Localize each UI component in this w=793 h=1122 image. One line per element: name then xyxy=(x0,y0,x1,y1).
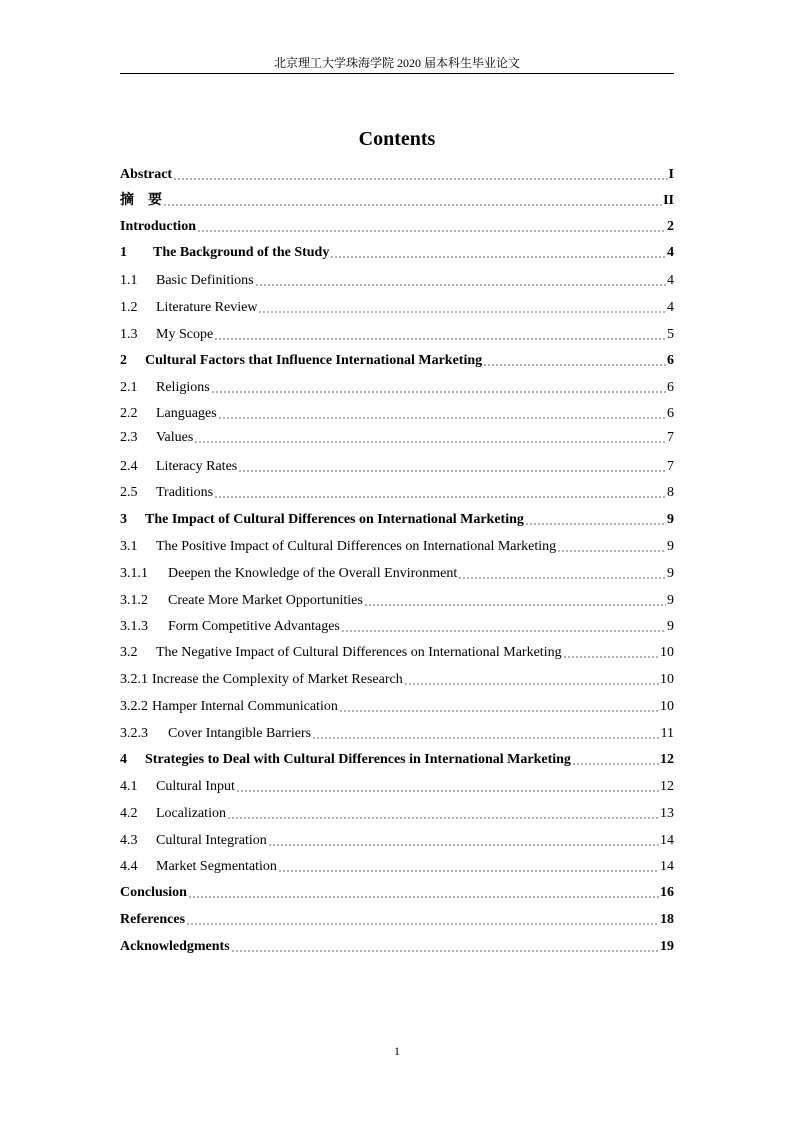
toc-entry-title xyxy=(120,911,185,928)
toc-entry-title xyxy=(120,884,187,901)
toc-entry-number: 2 xyxy=(120,353,127,368)
toc-entry-title xyxy=(120,299,257,316)
toc-entry-number: 4.3 xyxy=(120,833,138,848)
toc-entry-page: 18 xyxy=(660,912,674,927)
toc-entry-title xyxy=(120,778,235,795)
toc-entry[interactable] xyxy=(120,215,674,235)
toc-entry-text: Literacy Rates xyxy=(156,459,238,474)
toc-entry-page: II xyxy=(663,193,674,208)
toc-entry[interactable] xyxy=(120,376,674,396)
toc-entry-text: Increase the Complexity of Market Research xyxy=(152,672,403,687)
toc-entry-page: 16 xyxy=(660,885,674,900)
toc-entry-title xyxy=(120,272,254,289)
toc-entry-title xyxy=(120,751,571,768)
page-number: 1 xyxy=(394,1044,400,1058)
toc-entry-text: The Negative Impact of Cultural Differences on International Marketing xyxy=(156,645,562,660)
toc-entry[interactable] xyxy=(120,935,674,955)
toc-entry[interactable] xyxy=(120,775,674,795)
toc-entry-title xyxy=(120,565,457,582)
toc-entry-page: 13 xyxy=(660,806,674,821)
toc-entry-page: 14 xyxy=(660,833,674,848)
toc-entry-text: Localization xyxy=(156,806,226,821)
toc-entry-title xyxy=(120,644,562,661)
toc-entry-title xyxy=(120,592,363,609)
toc-entry-title xyxy=(120,244,329,261)
toc-leader-dots xyxy=(194,441,666,443)
toc-leader-dots xyxy=(231,950,659,952)
toc-entry-title xyxy=(120,938,230,955)
toc-entry[interactable] xyxy=(120,481,674,501)
toc-entry-text: Market Segmentation xyxy=(156,859,277,874)
toc-entry[interactable] xyxy=(120,535,674,555)
toc-leader-dots xyxy=(218,417,666,419)
toc-entry-page: 6 xyxy=(667,353,674,368)
toc-entry-text: 摘 要 xyxy=(120,193,162,208)
toc-entry-text: Cultural Factors that Influence International Marketing xyxy=(145,353,483,368)
toc-leader-dots xyxy=(236,790,659,792)
toc-leader-dots xyxy=(268,844,659,846)
running-header: 北京理工大学珠海学院 2020 届本科生毕业论文 xyxy=(273,56,520,70)
toc-entry-text: References xyxy=(120,912,186,927)
toc-leader-dots xyxy=(312,737,659,739)
toc-entry[interactable] xyxy=(120,189,674,209)
toc-leader-dots xyxy=(238,470,666,472)
toc-entry-title xyxy=(120,671,403,688)
toc-entry-page: 4 xyxy=(667,300,674,315)
toc-leader-dots xyxy=(525,523,666,525)
toc-leader-dots xyxy=(188,896,659,898)
toc-entry-number: 1.1 xyxy=(120,273,138,288)
toc-leader-dots xyxy=(227,817,659,819)
toc-entry-page: 11 xyxy=(660,726,674,741)
toc-entry-text: Create More Market Opportunities xyxy=(168,593,363,608)
toc-entry[interactable] xyxy=(120,615,674,635)
toc-entry-title xyxy=(120,538,556,555)
toc-leader-dots xyxy=(341,630,666,632)
toc-leader-dots xyxy=(211,391,666,393)
toc-entry[interactable] xyxy=(120,508,674,528)
toc-entry-page: 12 xyxy=(660,779,674,794)
toc-entry-page: I xyxy=(668,167,674,182)
toc-entry-number: 3.1.1 xyxy=(120,566,148,581)
toc-entry-page: 10 xyxy=(660,645,674,660)
toc-entry-page: 2 xyxy=(667,219,674,234)
toc-leader-dots xyxy=(214,338,666,340)
toc-entry-title xyxy=(120,405,217,422)
toc-entry-title xyxy=(120,858,277,875)
toc-entry[interactable] xyxy=(120,349,674,369)
toc-entry-text: Languages xyxy=(156,406,217,421)
toc-entry-number: 2.5 xyxy=(120,485,138,500)
toc-leader-dots xyxy=(458,577,666,579)
toc-entry-text: Cultural Input xyxy=(156,779,235,794)
toc-entry-page: 14 xyxy=(660,859,674,874)
toc-entry-page: 4 xyxy=(667,245,674,260)
toc-leader-dots xyxy=(572,763,659,765)
toc-entry-number: 3.2.1 xyxy=(120,672,148,687)
toc-entry-title xyxy=(120,192,162,209)
toc-leader-dots xyxy=(197,230,666,232)
toc-entry[interactable] xyxy=(120,323,674,343)
toc-leader-dots xyxy=(186,923,659,925)
toc-entry[interactable] xyxy=(120,668,674,688)
toc-entry-title xyxy=(120,218,196,235)
toc-entry-number: 3.1.3 xyxy=(120,619,148,634)
toc-leader-dots xyxy=(330,256,666,258)
toc-entry-number: 4 xyxy=(120,752,127,767)
toc-entry-number: 1 xyxy=(120,245,127,260)
toc-entry[interactable] xyxy=(120,908,674,928)
toc-entry-text: Values xyxy=(156,430,194,445)
toc-entry-number: 1.2 xyxy=(120,300,138,315)
toc-entry-number: 1.3 xyxy=(120,327,138,342)
toc-entry-page: 10 xyxy=(660,699,674,714)
toc-entry[interactable] xyxy=(120,855,674,875)
toc-entry-page: 6 xyxy=(667,406,674,421)
toc-leader-dots xyxy=(404,683,659,685)
toc-entry-number: 3.2 xyxy=(120,645,138,660)
toc-leader-dots xyxy=(339,710,659,712)
toc-entry-number: 3.2.2 xyxy=(120,699,148,714)
toc-entry-title xyxy=(120,725,311,742)
toc-entry-text: Cultural Integration xyxy=(156,833,267,848)
toc-entry-text: Introduction xyxy=(120,219,196,234)
toc-entry-page: 6 xyxy=(667,380,674,395)
toc-entry-number: 4.4 xyxy=(120,859,138,874)
table-of-contents xyxy=(120,0,674,1122)
toc-entry-page: 7 xyxy=(667,459,674,474)
toc-entry-title xyxy=(120,352,482,369)
toc-entry-page: 9 xyxy=(667,512,674,527)
toc-entry[interactable] xyxy=(120,722,674,742)
toc-leader-dots xyxy=(278,870,659,872)
toc-leader-dots xyxy=(483,364,666,366)
toc-entry-text: Conclusion xyxy=(120,885,187,900)
toc-entry[interactable] xyxy=(120,296,674,316)
toc-entry[interactable] xyxy=(120,589,674,609)
toc-entry-page: 9 xyxy=(667,566,674,581)
toc-entry-page: 10 xyxy=(660,672,674,687)
toc-entry[interactable] xyxy=(120,881,674,901)
toc-entry-text: The Background of the Study xyxy=(153,245,330,260)
toc-entry[interactable] xyxy=(120,562,674,582)
toc-entry-text: Strategies to Deal with Cultural Differences in International Marketing xyxy=(145,752,571,767)
toc-entry-number: 4.1 xyxy=(120,779,138,794)
toc-entry-page: 9 xyxy=(667,539,674,554)
toc-entry[interactable] xyxy=(120,829,674,849)
toc-entry-title xyxy=(120,166,172,183)
toc-leader-dots xyxy=(163,204,662,206)
toc-entry-page: 12 xyxy=(660,752,674,767)
toc-entry-page: 7 xyxy=(667,430,674,445)
toc-leader-dots xyxy=(563,656,659,658)
toc-entry-number: 3.2.3 xyxy=(120,726,148,741)
toc-entry-number: 3 xyxy=(120,512,127,527)
toc-entry-page: 19 xyxy=(660,939,674,954)
toc-entry-text: The Impact of Cultural Differences on International Marketing xyxy=(145,512,524,527)
toc-entry-text: Cover Intangible Barriers xyxy=(168,726,312,741)
toc-leader-dots xyxy=(364,604,666,606)
toc-entry-title xyxy=(120,484,213,501)
toc-entry-number: 3.1.2 xyxy=(120,593,148,608)
toc-entry[interactable] xyxy=(120,641,674,661)
toc-entry-page: 8 xyxy=(667,485,674,500)
toc-entry-title xyxy=(120,458,237,475)
page-title: Contents xyxy=(358,128,436,150)
toc-entry-title xyxy=(120,429,193,446)
toc-entry-text: Abstract xyxy=(120,167,173,182)
toc-entry-number: 4.2 xyxy=(120,806,138,821)
toc-entry-page: 9 xyxy=(667,619,674,634)
toc-entry-page: 4 xyxy=(667,273,674,288)
toc-entry[interactable] xyxy=(120,163,674,183)
toc-leader-dots xyxy=(214,496,666,498)
toc-entry[interactable] xyxy=(120,426,674,446)
toc-entry-text: Basic Definitions xyxy=(156,273,254,288)
toc-entry-number: 2.1 xyxy=(120,380,138,395)
toc-entry-title xyxy=(120,379,210,396)
toc-entry-text: Traditions xyxy=(156,485,214,500)
toc-entry[interactable] xyxy=(120,748,674,768)
toc-leader-dots xyxy=(255,284,666,286)
toc-entry-title xyxy=(120,511,524,528)
toc-entry-text: Literature Review xyxy=(156,300,258,315)
toc-entry[interactable] xyxy=(120,802,674,822)
toc-entry-title xyxy=(120,805,226,822)
toc-entry-text: Form Competitive Advantages xyxy=(168,619,340,634)
toc-entry-title xyxy=(120,832,267,849)
toc-entry-text: Religions xyxy=(156,380,210,395)
toc-entry-number: 2.2 xyxy=(120,406,138,421)
toc-entry-number: 3.1 xyxy=(120,539,138,554)
toc-entry-page: 9 xyxy=(667,593,674,608)
toc-entry-text: Deepen the Knowledge of the Overall Environment xyxy=(168,566,458,581)
toc-leader-dots xyxy=(173,178,667,180)
toc-entry-text: The Positive Impact of Cultural Differences on International Marketing xyxy=(156,539,557,554)
toc-leader-dots xyxy=(258,311,666,313)
toc-entry[interactable] xyxy=(120,241,674,261)
toc-entry-text: My Scope xyxy=(156,327,214,342)
toc-leader-dots xyxy=(557,550,666,552)
toc-entry[interactable] xyxy=(120,402,674,422)
toc-entry-text: Hamper Internal Communication xyxy=(152,699,338,714)
toc-entry[interactable] xyxy=(120,695,674,715)
toc-entry-number: 2.3 xyxy=(120,430,138,445)
toc-entry-page: 5 xyxy=(667,327,674,342)
toc-entry-title xyxy=(120,618,340,635)
toc-entry-title xyxy=(120,698,338,715)
toc-entry[interactable] xyxy=(120,269,674,289)
toc-entry-title xyxy=(120,326,213,343)
toc-entry-number: 2.4 xyxy=(120,459,138,474)
toc-entry-text: Acknowledgments xyxy=(120,939,230,954)
toc-entry[interactable] xyxy=(120,455,674,475)
